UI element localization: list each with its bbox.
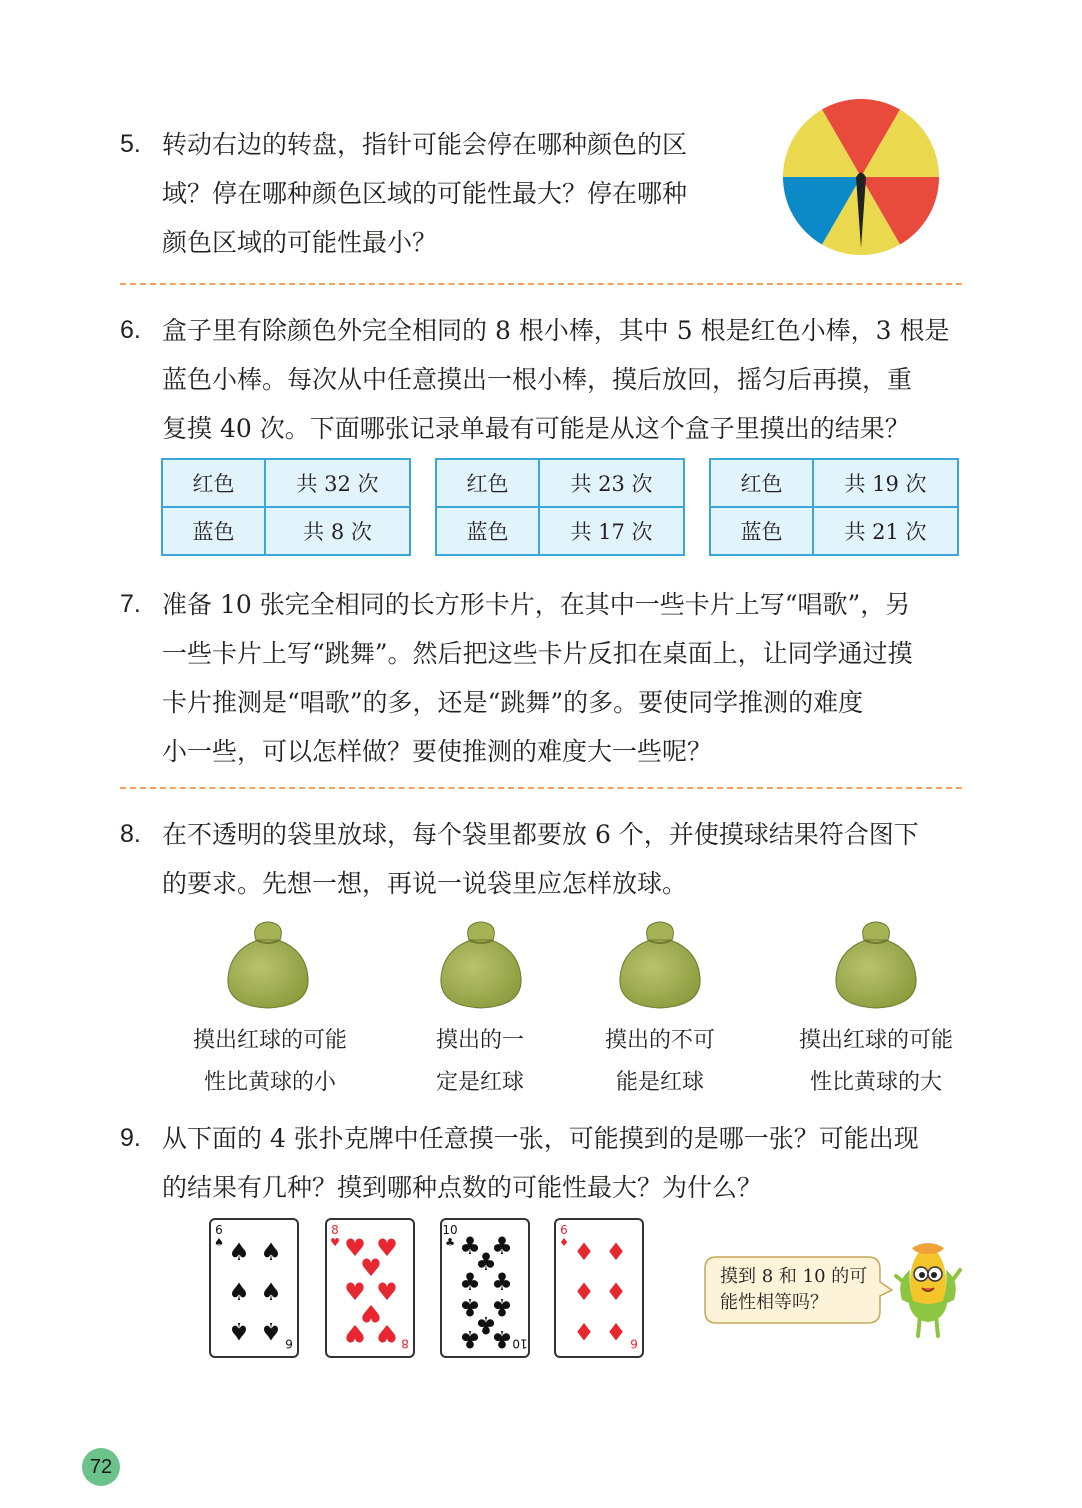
- spade-icon: ♠: [228, 1317, 250, 1346]
- table-row: [162, 459, 410, 507]
- question-text-line: 复摸 40 次。下面哪张记录单最有可能是从这个盒子里摸出的结果？: [162, 414, 910, 443]
- question-text-line: 域？停在哪种颜色区域的可能性最大？停在哪种: [162, 179, 688, 208]
- table-cell: 共 8 次: [265, 507, 410, 555]
- spade-icon: ♠: [228, 1278, 250, 1306]
- question-text-line: 的结果有几种？摸到哪种点数的可能性最大？为什么？: [162, 1173, 763, 1202]
- question-6: [120, 306, 949, 453]
- caption-line: 能是红球: [615, 1070, 704, 1095]
- caption-line: 摸出红球的可能: [798, 1028, 953, 1053]
- club-icon: ♣: [491, 1232, 513, 1260]
- question-text-line: 从下面的 4 张扑克牌中任意摸一张，可能摸到的是哪一张？可能出现: [162, 1124, 919, 1153]
- card-rank: 6: [215, 1223, 223, 1237]
- card-rank: 10: [442, 1223, 458, 1237]
- card-rank: 10: [512, 1336, 528, 1351]
- heart-icon: ♥: [376, 1278, 398, 1306]
- speech-bubble: [704, 1256, 880, 1324]
- question-text-line: 转动右边的转盘，指针可能会停在哪种颜色的区: [162, 130, 688, 159]
- table-cell: 红色: [436, 459, 539, 507]
- table-row: [710, 507, 958, 555]
- club-icon: ♣: [459, 1293, 481, 1322]
- bag-icon: [830, 918, 922, 1012]
- question-text-line: 蓝色小棒。每次从中任意摸出一根小棒，摸后放回，摇匀后再摸，重: [162, 365, 913, 394]
- caption-line: 定是红球: [435, 1070, 524, 1095]
- club-icon: ♣: [475, 1248, 497, 1276]
- spade-icon: ♠: [260, 1238, 282, 1266]
- bag-caption: [585, 1020, 735, 1104]
- bubble-line: 能性相等吗？: [720, 1292, 828, 1313]
- question-number: 5.: [120, 130, 141, 158]
- card-rank: 8: [401, 1336, 409, 1351]
- table-cell: 红色: [710, 459, 813, 507]
- table-cell: 红色: [162, 459, 265, 507]
- spade-icon: ♠: [260, 1317, 282, 1346]
- question-number: 8.: [120, 820, 141, 848]
- card-rank: 6: [560, 1223, 568, 1237]
- club-icon: ♣: [491, 1293, 513, 1322]
- spade-icon: ♠: [260, 1278, 282, 1306]
- bag-caption: [180, 1020, 360, 1104]
- table-row: [710, 459, 958, 507]
- spinner-wheel: [782, 98, 940, 256]
- diamond-icon: ♦: [605, 1278, 627, 1306]
- table-cell: 共 21 次: [813, 507, 958, 555]
- diamond-icon: ♦: [605, 1317, 627, 1346]
- question-number: 9.: [120, 1124, 141, 1152]
- bag-icon: [614, 918, 706, 1012]
- table-row: [436, 459, 684, 507]
- heart-icon: ♥: [360, 1299, 382, 1328]
- bag-caption: [786, 1020, 966, 1104]
- club-icon: ♣: [491, 1325, 513, 1354]
- question-number: 7.: [120, 590, 141, 618]
- spinner-hub: [857, 173, 865, 181]
- heart-icon: ♥: [344, 1234, 366, 1262]
- diamond-icon: ♦: [573, 1317, 595, 1346]
- playing-card: [554, 1218, 644, 1358]
- bag-caption: [410, 1020, 550, 1104]
- table-cell: 蓝色: [710, 507, 813, 555]
- question-text-line: 颜色区域的可能性最小？: [162, 228, 438, 257]
- question-text-line: 的要求。先想一想，再说一说袋里应怎样放球。: [162, 869, 688, 898]
- question-9: [120, 1114, 919, 1212]
- question-text-line: 在不透明的袋里放球，每个袋里都要放 6 个，并使摸球结果符合图下: [162, 820, 919, 849]
- bag-icon: [435, 918, 527, 1012]
- card-rank: 8: [331, 1223, 339, 1237]
- diamond-icon: ♦: [559, 1236, 569, 1249]
- section-divider: [120, 787, 962, 789]
- card-face: [327, 1220, 413, 1356]
- caption-line: 性比黄球的大: [809, 1070, 942, 1095]
- playing-card: [209, 1218, 299, 1358]
- club-icon: ♣: [459, 1232, 481, 1260]
- table-cell: 共 23 次: [539, 459, 684, 507]
- diamond-icon: ♦: [573, 1238, 595, 1266]
- table-row: [436, 507, 684, 555]
- bag-icon: [222, 918, 314, 1012]
- heart-icon: ♥: [376, 1234, 398, 1262]
- card-face: [442, 1220, 528, 1356]
- record-table-2: [435, 458, 685, 556]
- heart-icon: ♥: [376, 1319, 398, 1348]
- diamond-icon: ♦: [605, 1238, 627, 1266]
- table-cell: 蓝色: [162, 507, 265, 555]
- playing-card: [440, 1218, 530, 1358]
- record-table-3: [709, 458, 959, 556]
- question-5: [120, 120, 687, 267]
- record-table-1: [161, 458, 411, 556]
- heart-icon: ♥: [344, 1278, 366, 1306]
- playing-card: [325, 1218, 415, 1358]
- card-rank: 6: [630, 1336, 638, 1351]
- corn-mascot-icon: [892, 1240, 964, 1340]
- club-icon: ♣: [445, 1236, 455, 1249]
- caption-line: 摸出的不可: [604, 1028, 715, 1053]
- spade-icon: ♠: [214, 1236, 224, 1249]
- question-7: [120, 580, 913, 776]
- question-text-line: 一些卡片上写“跳舞”。然后把这些卡片反扣在桌面上，让同学通过摸: [162, 639, 913, 668]
- spade-icon: ♠: [228, 1238, 250, 1266]
- page-number: 72: [82, 1448, 120, 1486]
- club-icon: ♣: [459, 1268, 481, 1296]
- club-icon: ♣: [491, 1268, 513, 1296]
- diamond-icon: ♦: [573, 1278, 595, 1306]
- heart-icon: ♥: [360, 1254, 382, 1282]
- caption-line: 摸出的一: [435, 1028, 524, 1053]
- question-number: 6.: [120, 316, 141, 344]
- table-row: [162, 507, 410, 555]
- question-8: [120, 810, 919, 908]
- speech-bubble-text: [720, 1264, 867, 1316]
- question-text-line: 准备 10 张完全相同的长方形卡片，在其中一些卡片上写“唱歌”，另: [162, 590, 911, 619]
- caption-line: 性比黄球的小: [203, 1070, 336, 1095]
- heart-icon: ♥: [344, 1319, 366, 1348]
- card-rank: 6: [285, 1336, 293, 1351]
- table-cell: 共 17 次: [539, 507, 684, 555]
- table-cell: 共 32 次: [265, 459, 410, 507]
- card-face: [211, 1220, 297, 1356]
- bubble-line: 摸到 8 和 10 的可: [720, 1266, 868, 1287]
- club-icon: ♣: [459, 1325, 481, 1354]
- club-icon: ♣: [475, 1311, 497, 1340]
- section-divider: [120, 283, 962, 285]
- heart-icon: ♥: [330, 1236, 340, 1249]
- question-text-line: 盒子里有除颜色外完全相同的 8 根小棒，其中 5 根是红色小棒，3 根是: [162, 316, 950, 345]
- caption-line: 摸出红球的可能: [192, 1028, 347, 1053]
- table-cell: 共 19 次: [813, 459, 958, 507]
- table-cell: 蓝色: [436, 507, 539, 555]
- card-face: [556, 1220, 642, 1356]
- question-text-line: 卡片推测是“唱歌”的多，还是“跳舞”的多。要使同学推测的难度: [162, 688, 864, 717]
- question-text-line: 小一些，可以怎样做？要使推测的难度大一些呢？: [162, 737, 713, 766]
